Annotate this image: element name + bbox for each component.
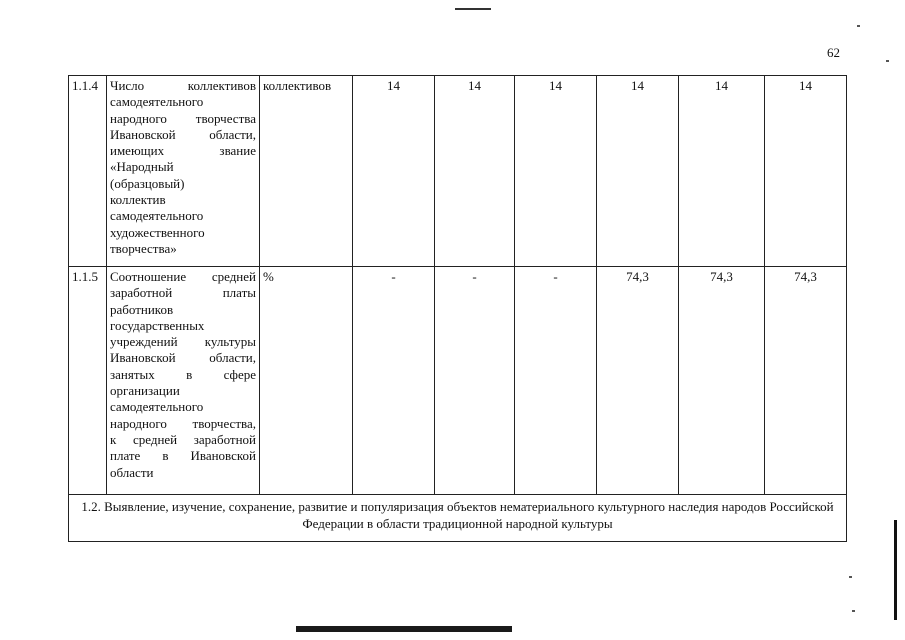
description-line: самодеятельного — [110, 399, 204, 415]
description-line: народного творчества — [110, 110, 256, 126]
row-value: 74,3 — [597, 267, 679, 495]
description-line: к средней заработной — [110, 431, 256, 447]
row-code: 1.1.4 — [69, 76, 107, 267]
description-line: области — [110, 464, 154, 480]
scan-dot — [886, 60, 889, 62]
description-line: имеющих звание — [110, 143, 256, 159]
description-line: занятых в сфере — [110, 366, 256, 382]
scan-dot — [852, 610, 855, 612]
scan-artifact-top-line — [455, 8, 491, 10]
table-row — [69, 267, 847, 495]
row-value: - — [515, 267, 597, 495]
description-line: заработной платы — [110, 285, 256, 301]
section-heading: 1.2. Выявление, изучение, сохранение, развитие и популяризация объектов нематериального культурного наследия народов Российской Федерации в области традиционной народной культуры — [69, 495, 847, 542]
row-value: 14 — [679, 76, 765, 267]
description-line: «Народный — [110, 159, 174, 175]
description-line: учреждений культуры — [110, 334, 256, 350]
indicators-table — [68, 75, 847, 542]
row-value: 74,3 — [679, 267, 765, 495]
row-value: - — [353, 267, 435, 495]
scan-dot — [857, 25, 860, 27]
description-line: народного творчества, — [110, 415, 256, 431]
description-line: самодеятельного — [110, 208, 204, 224]
row-value: - — [435, 267, 515, 495]
page-number: 62 — [827, 45, 840, 60]
row-value: 14 — [353, 76, 435, 267]
row-unit: % — [260, 267, 353, 495]
table-row — [69, 76, 847, 267]
description-line: (образцовый) — [110, 175, 185, 191]
description-line: Соотношение средней — [110, 269, 256, 284]
scan-dot — [849, 576, 852, 578]
row-code: 1.1.5 — [69, 267, 107, 495]
row-value: 14 — [435, 76, 515, 267]
description-line: творчества» — [110, 240, 177, 256]
row-description — [107, 76, 260, 267]
row-value: 14 — [515, 76, 597, 267]
description-line: Ивановской области, — [110, 350, 256, 366]
row-description — [107, 267, 260, 495]
description-line: государственных — [110, 317, 205, 333]
description-line: коллектив — [110, 192, 166, 208]
scan-edge-line — [894, 520, 897, 620]
description-line: самодеятельного — [110, 94, 204, 110]
description-line: Ивановской области, — [110, 126, 256, 142]
description-line: Число коллективов — [110, 78, 256, 93]
description-line: художественного — [110, 224, 205, 240]
row-value: 14 — [597, 76, 679, 267]
scan-artifact-bottom-bar — [296, 626, 512, 632]
section-heading-row — [69, 495, 847, 542]
description-line: организации — [110, 383, 180, 399]
row-value: 14 — [765, 76, 847, 267]
description-line: плате в Ивановской — [110, 448, 256, 464]
description-line: работников — [110, 301, 174, 317]
row-unit: коллективов — [260, 76, 353, 267]
row-value: 74,3 — [765, 267, 847, 495]
